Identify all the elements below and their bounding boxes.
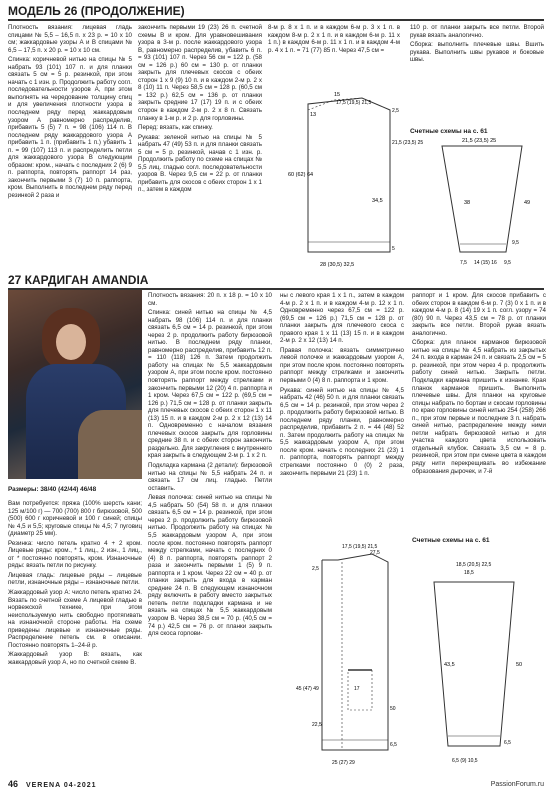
m26-sleeves-cont: 8-м р. 8 х 1 п. и в каждом 6-м р. 3 х 1 п. в каждом 8-м р. 2 х 1 п. и в каждом 6-м р. 11 х 1 п.) в каждом 6-м р. 11 х 1 п. и в каждом 4-м р. 4 х 1 п. = 71 (77) 85 п. Через 47,5 см = — [268, 24, 400, 54]
d1-width: 28 (30,5) 32,5 — [320, 262, 355, 268]
d2-top: 21,5 (23,5) 25 — [462, 138, 497, 144]
m26-column-1 — [8, 24, 132, 272]
d4-h2: 50 — [516, 662, 523, 668]
m27-stockinette: Лицевая гладь: лицевые ряды – лицевые петли, изнаночные ряды – изнаночные петли. — [8, 571, 142, 587]
m27-column-1 — [8, 500, 142, 778]
m27-left-front: Левая полочка: синей нитью на спицы № 4,5 набрать 50 (54) 58 п. и для планки связать 6,5 см = 14 р. резинкой, при этом через 2 р. продолжить работу бирюзовой нитью. Продолжить работу на спицах № 5,5 жаккардовым узором А, при этом после кром. постоянно повторять раппорт между стрелками, начать с последних 0 (4) 8 п. раппорта, повторять раппорт 2 раза и закончить первыми 1 (5) 9 п. раппорта и 1 кром. Через 22 см = 40 р. от планки закрыть для входа в карман средние 24 п. В следующем изнаночном ряду включить в работу вместо закрытых петель петли подкладки кармана и не вязать на спицах № 5,5 жаккардовым узором В. Через 38,5 см = 70 р. (40,5 см = 74 р.) 42,5 см = 76 р. от планки закрыть для скоса горлови- — [148, 494, 272, 638]
d4-s: 6,5 — [504, 740, 511, 746]
page-number: 46 — [8, 779, 19, 789]
d3-x: 50 — [390, 706, 396, 712]
m27-left-front-cont: ны с левого края 1 х 1 п., затем в каждом 4-м р. 2 х 1 п. и в каждом 4-м р. 12 х 1 п. Одновременно через 67,5 см = 122 р. (69,5 см = 126 р.) 71,5 см = 128 р. от планки закрыть для плечевого скоса с правого края 1 х 11 (13) 15 п. и в каждом 2-м р. 2 х 12 (13) 14 п. — [280, 292, 404, 345]
m26-front: Перед: вязать, как спинку. — [138, 124, 213, 132]
d1-f: 5 — [392, 246, 395, 252]
d1-e: 2,5 — [392, 108, 399, 114]
m27-column-2 — [148, 292, 272, 778]
m27-sizes: Размеры: 38/40 (42/44) 46/48 — [8, 486, 97, 493]
m27-density: Плотность вязания: 20 п. х 18 р. = 10 х 10 см. — [148, 292, 272, 307]
m27-pocket-lining: Подкладка кармана (2 детали): бирюзовой нитью на спицы № 5,5 набрать 24 п. и связать 17 см лиц. гладью. Петли оставить. — [148, 462, 272, 492]
m26-back-cont: закончить первыми 19 (23) 26 п. счетной схемы В и кром. Для уравновешивания узора в 3-м р. после жаккардового узора В, равномерно распределив, убавить 6 п. = 93 (101) 107 п. Через 56 см = 122 р. (58 см = 126 р.) 60 см = 130 р. от планки закрыть для плечевых скосов с обеих сторон 1 х 9 (9) 10 п. и в каждом 2-м р. 2 х 8 (10) 11 п. Через 58,5 см = 128 р. (60,5 см = 132 р.) 62,5 см = 136 р. от планки закрыть средние 17 (17) 19 п. и с обеих сторон в каждом 2-м р. 2 х 8 п. Связать планку в 1-м р. и 2 р. для горловины. — [138, 24, 262, 122]
m26-assembly: Сборка: выполнить плечевые швы. Вшить рукава. Выполнить швы рукавов и боковые швы. — [410, 41, 544, 64]
d2-b1: 7,5 — [460, 260, 467, 266]
d3-p: 17 — [354, 686, 360, 692]
m27-assembly: Сборка: для планок карманов бирюзовой нитью на спицы № 4,5 набрать из закрытых 24 п. входа в карман 24 п. и связать 2,5 см = 5 р. резинкой, при этом через 4 р. продолжить работу синей нитью. Закрыть петли. Подкладки кармана пришить к изнанке. Края планок карманов пришить. Выполнить плечевые швы. Для планки на круговые спицы набрать по бортам и скосам горловины по краю горловины синей нитью 254 (258) 266 п., при этом первые и последние 3 п. набрать синей нитью, распределение между ними петли набрать бирюзовой нитью и для участка каждого цвета использовать отдельный клубок. Связать 3,5 см = 8 р. резинкой, при этом при смене цвета в каждом ряду нити перекрещивать во избежание образования дырочек, и 7-й — [412, 339, 546, 475]
d3-h: 45 (47) 49 — [296, 686, 319, 692]
m27-column-3 — [280, 292, 404, 532]
m26-back: Спинка: коричневой нитью на спицы № 5 набрать 93 (101) 107 п. и для планки связать 5 см = 5 р. резинкой, при этом начать с 1 изн. р. Продолжить работу согл. последовательности узоров А, при этом выполнять на чередование толщину спиц и для увеличения плотности узора в последнем ряду перед жаккардовым узором А равномерно распределив, прибавить 5 (5) 7 п. = 98 (106) 114 п. В последнем ряду жаккардового узора А прибавить 1 п. (прибавить 1 п.) убавить 1 п. = 99 (107) 113 п. и распределить петли для жаккардового узора В следующим образом: кром., начать с последних 2 (6) 9 п. раппорта, повторять раппорт 14 раз, закончить первыми 3 (7) 10 п. раппорта, кром. Выполнить в последнем ряду перед резинкой 2 раза и — [8, 56, 132, 200]
m27-right-front: Правая полочка: вязать симметрично левой полочке и жаккардовым узором А, при этом после кром. постоянно повторять раппорт между стрелками и закончить первыми 0 (4) 8 п. раппорта и 1 кром. — [280, 346, 404, 385]
model-26-header: МОДЕЛЬ 26 (ПРОДОЛЖЕНИЕ) — [8, 4, 544, 21]
page-footer — [8, 779, 544, 789]
d4-top2: 18,5 — [464, 570, 474, 576]
d2-b2: 14 (15) 16 — [474, 260, 497, 266]
m27-sleeve-diagram — [414, 556, 546, 778]
m27-sleeves: Рукава: синей нитью на спицы № 4,5 набрать 42 (46) 50 п. и для планки связать 6,5 см = 14 р. резинкой, при этом через 2 р. продолжить работу бирюзовой нитью. В последнем ряду планки, равномерно распределив, прибавить 2 п. = 44 (48) 52 п. Затем продолжить работу на спицах № 5,5 жаккардовым узором А, при этом после кром. начать с последних 21 (23) 1 п. раппорта, повторять раппорт между стрелками постоянно 0 (0) 2 раза, закончить первыми 21 (23) 1 п. — [280, 386, 404, 477]
d1-a: 13 — [310, 112, 317, 118]
model-27-header: 27 КАРДИГАН AMANDIA — [8, 273, 544, 290]
m27-materials: Вам потребуется: пряжа (100% шерсть кани; 125 м/100 г) — 700 (700) 800 г бирюзовой, 500 (500) 600 г коричневой и 100 г синей; спицы № 4,5 и 5,5; круговые спицы № 4,5; 7 пуговиц (диаметр 25 мм). — [8, 500, 142, 538]
d3-top: 17,5 (19,5) 21,5 — [342, 544, 378, 550]
m27-column-4 — [412, 292, 546, 518]
m27-sleeves-cont: раппорт и 1 кром. Для скосов прибавить с обеих сторон в каждом 6-м р. 7 (3) 0 х 1 п. и в каждом 4-м р. 8 (14) 19 х 1 п. согл. узору = 74 (80) 90 п. Через 43,5 см = 78 р. от планки закрыть все петли. Второй рукав вязать аналогично. — [412, 292, 546, 337]
d1-top2: 17,5 (19,5) 21,5 — [336, 100, 372, 106]
d4-bottom: 6,5 (9) 10,5 — [452, 758, 478, 764]
m27-back: Спинка: синей нитью на спицы № 4,5 набрать 98 (106) 114 п. и для планки связать 6,5 см = 14 р. резинкой, при этом через 2 р. продолжить работу бирюзовой нитью. В последнем ряду планки, равномерно распределив, прибавить 12 п. = 110 (118) 126 п. Затем продолжить работу на спицах № 5,5 жаккардовым узором А, при этом после кром. постоянно повторять раппорт между стрелками и закончить первыми 12 (20) 4 п. раппорта и 1 кром. Через 67,5 см = 122 р. (69,5 см = 126 р.) 71,5 см = 128 р. от планки закрыть для плечевых скосов с обеих сторон 1 х 11 (13) 15 п. и в каждом 2-м р. 2 х 12 (13) 14 п. Одновременно с началом вязания плечевых скосов закрыть для горловины средние 38 п. и с обеих сторон закончить раздельно. Для закругления с внутреннего края закрыть в следующем 2-м р. 1 х 2 п. — [148, 309, 272, 460]
m27-body-diagram — [282, 540, 410, 778]
m26-schemes-ref: Счетные схемы на с. 61 — [410, 128, 488, 135]
d3-d: 6,5 — [390, 742, 397, 748]
m26-body-diagram — [268, 92, 424, 288]
m27-rib: Резинка: число петель кратно 4 + 2 кром. Лицевые ряды: кром., * 1 лиц., 2 изн., 1 лиц., от * постоянно повторять, кром. Изнаночные ряды: вязать петли по рисунку. — [8, 539, 142, 570]
m26-sleeves: Рукава: зеленой нитью на спицы № 5 набрать 47 (49) 53 п. и для планки связать 5 см = 5 р. резинкой, начав с 1 изн. р. Продолжить работу по схеме на спицах № 5,5 лиц. гладью согл. последовательности узоров В. Через 9,5 см = 22 р. от планки прибавить для скосов с обеих сторон 1 х 1 п., затем в каждом — [138, 133, 262, 194]
m26-sleeves-end: 110 р. от планки закрыть все петли. Второй рукав вязать аналогично. — [410, 24, 544, 39]
m26-sleeve-diagram — [412, 134, 546, 284]
d1-d: 21,5 (23,5) 25 — [392, 140, 424, 146]
front-outline — [322, 554, 388, 750]
d1-height: 60 (62) 64 — [288, 172, 314, 178]
d2-h: 38 — [464, 200, 471, 206]
d3-s: 22,5 — [312, 722, 322, 728]
m26-column-4 — [410, 24, 544, 104]
d3-a: 2,5 — [312, 566, 319, 572]
d1-top: 15 — [334, 92, 341, 98]
body-outline — [308, 98, 390, 252]
sleeve-outline — [442, 146, 522, 252]
d4-top: 18,5 (20,5) 22,5 — [456, 562, 492, 568]
d4-h: 43,5 — [444, 662, 455, 668]
m27-jacquard-b: Жаккардовый узор В: вязать, как жаккардовый узор А, но по счетной схеме В. — [8, 651, 142, 666]
d2-b3: 9,5 — [504, 260, 511, 266]
magazine-name: VERENA 04-2021 — [25, 782, 97, 789]
m27-schemes-ref: Счетные схемы на с. 61 — [412, 537, 490, 544]
watermark: PassionForum.ru — [490, 781, 544, 788]
d1-c: 34,5 — [372, 198, 383, 204]
d2-side: 9,5 — [512, 240, 519, 246]
d2-h2: 49 — [524, 200, 531, 206]
m26-density: Плотность вязания: лицевая гладь спицами № 5,5 – 16,5 п. х 23 р. = 10 х 10 см; жаккардовые узоры А и В спицами № 6,5 – 17,5 п. х 20 р. = 10 х 10 см. — [8, 24, 132, 54]
d3-top2: 27,5 — [370, 550, 380, 556]
m27-jacquard-a: Жаккардовый узор А: число петель кратно 24. Вязать по счетной схеме А лицевой гладью в норвежской технике, при этом неиспользуемую нить свободно протягивать на изнаночной стороне работы. На схеме приведены лицевые и изнаночные ряды. Распределение петель см. в описании. Постоянно повторять 1–24-й р. — [8, 589, 142, 649]
pocket — [348, 670, 372, 710]
m26-column-3 — [268, 24, 400, 84]
m26-column-2 — [138, 24, 262, 272]
cardigan-photo — [8, 290, 142, 479]
d3-width: 25 (27) 29 — [332, 760, 355, 766]
